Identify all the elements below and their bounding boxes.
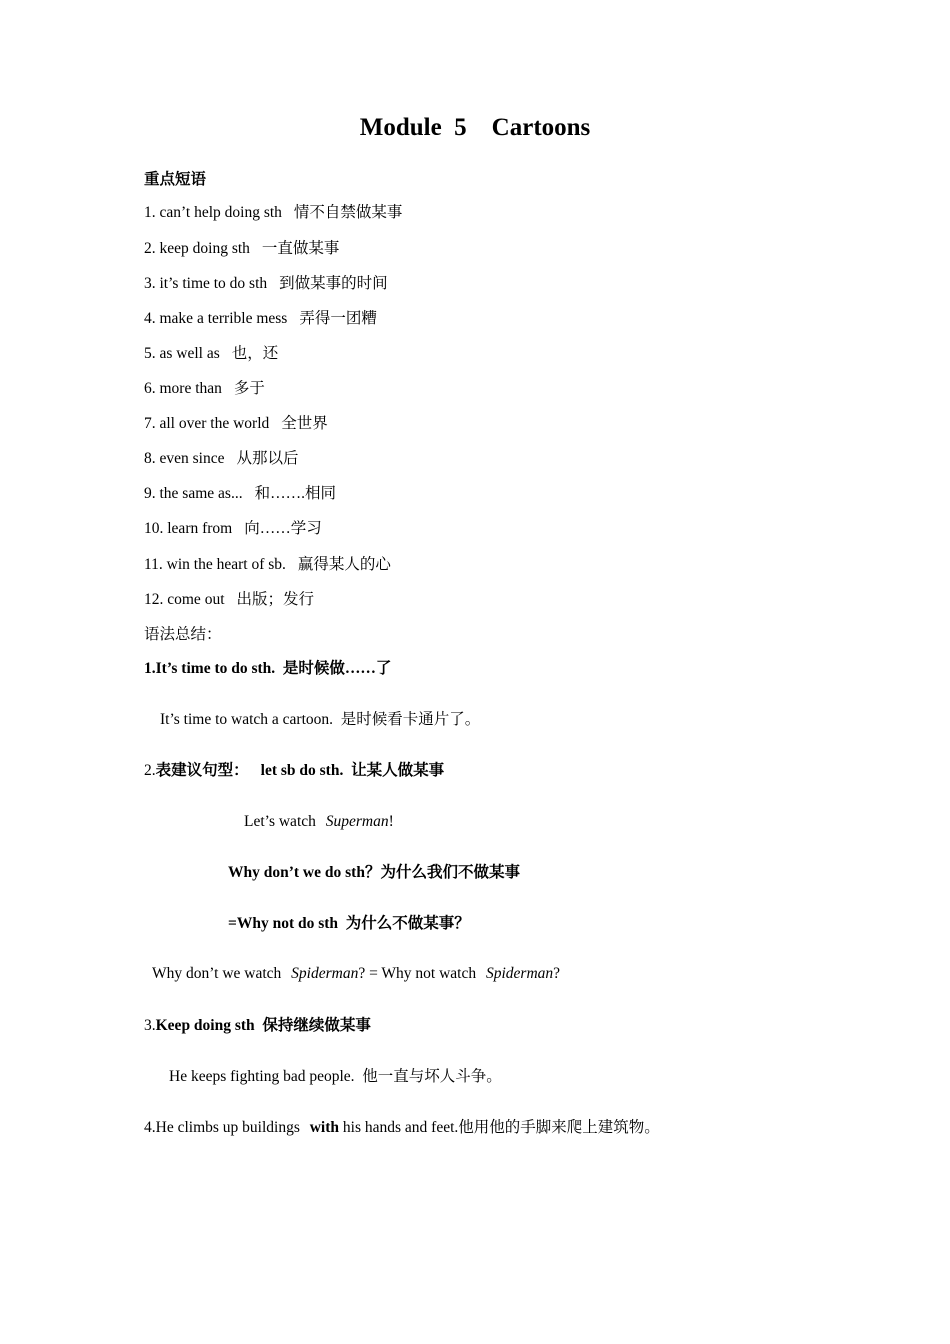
phrase-en: 6. more than (144, 380, 222, 397)
grammar-1-heading: 1.It’s time to do sth. 是时候做……了 (144, 660, 392, 677)
example-text: Why don’t we watch (152, 965, 286, 982)
phrase-item (144, 519, 322, 539)
phrase-en: 10. learn from (144, 520, 233, 537)
grammar-2-example-2 (152, 964, 560, 984)
phrase-en: 1. can’t help doing sth (144, 204, 282, 221)
example-punct: ! (388, 813, 394, 830)
grammar-2-number: 2. (144, 762, 156, 779)
grammar-2-pattern: let sb do sth. 让某人做某事 (260, 762, 445, 779)
phrase-item (144, 274, 388, 294)
phrase-en: 3. it’s time to do sth (144, 275, 268, 292)
grammar-3-text: Keep doing sth 保持继续做某事 (155, 1017, 371, 1034)
phrase-en: 2. keep doing sth (144, 240, 250, 257)
phrase-en: 12. come out (144, 591, 225, 608)
example-text: ? = Why not watch (358, 965, 480, 982)
phrase-item (144, 484, 336, 504)
phrase-en: 5. as well as (144, 345, 220, 362)
phrase-en: 7. all over the world (144, 415, 270, 432)
phrase-zh: 情不自禁做某事 (293, 204, 403, 221)
phrase-zh: 向……学习 (244, 520, 322, 537)
grammar-4-sentence (144, 1118, 660, 1138)
phrase-en: 4. make a terrible mess (144, 310, 288, 327)
grammar-3-example: He keeps fighting bad people. 他一直与坏人斗争。 (169, 1068, 502, 1085)
grammar-2-example (244, 812, 394, 832)
phrase-item (144, 590, 314, 610)
phrase-item (144, 239, 339, 259)
grammar-1-example: It’s time to watch a cartoon. 是时候看卡通片了。 (160, 711, 481, 728)
grammar-3-number: 3. (144, 1017, 156, 1034)
phrase-zh: 从那以后 (236, 450, 299, 467)
phrase-en: 9. the same as... (144, 485, 243, 502)
example-text: Let’s watch (244, 813, 320, 830)
grammar-3-heading (144, 1016, 371, 1036)
keyword-with: with (309, 1119, 340, 1136)
cartoon-title: Spiderman (486, 965, 554, 982)
grammar-2-heading (144, 761, 444, 781)
example-punct: ? (553, 965, 561, 982)
sentence-text: 4.He climbs up buildings (144, 1119, 304, 1136)
phrase-zh: 赢得某人的心 (297, 556, 391, 573)
grammar-2-whynot-pattern: =Why not do sth 为什么不做某事？ (228, 915, 470, 932)
phrase-en: 8. even since (144, 450, 225, 467)
page-title: Module 5 Cartoons (359, 114, 591, 141)
section-heading-grammar: 语法总结： (144, 626, 222, 643)
grammar-2-why-pattern: Why don’t we do sth？为什么我们不做某事 (228, 864, 520, 881)
phrase-item (144, 379, 265, 399)
phrase-zh: 出版；发行 (236, 591, 315, 608)
grammar-2-label: 表建议句型： (155, 762, 249, 779)
phrase-zh: 弄得一团糟 (299, 310, 377, 327)
cartoon-title: Spiderman (291, 965, 359, 982)
phrase-zh: 和…….相同 (254, 485, 336, 502)
phrase-zh: 全世界 (281, 415, 328, 432)
phrase-zh: 一直做某事 (261, 240, 340, 257)
phrase-item (144, 344, 278, 364)
phrase-item (144, 555, 391, 575)
phrase-en: 11. win the heart of sb. (144, 556, 286, 573)
cartoon-title: Superman (325, 813, 389, 830)
phrase-item (144, 449, 299, 469)
phrase-item (144, 309, 377, 329)
phrase-item (144, 414, 328, 434)
sentence-text: his hands and feet.他用他的手脚来爬上建筑物。 (339, 1119, 660, 1136)
section-heading-phrases: 重点短语 (144, 171, 207, 188)
phrase-item (144, 203, 402, 223)
phrase-zh: 多于 (233, 380, 265, 397)
phrase-zh: 也，还 (231, 345, 279, 362)
phrase-zh: 到做某事的时间 (279, 275, 388, 292)
